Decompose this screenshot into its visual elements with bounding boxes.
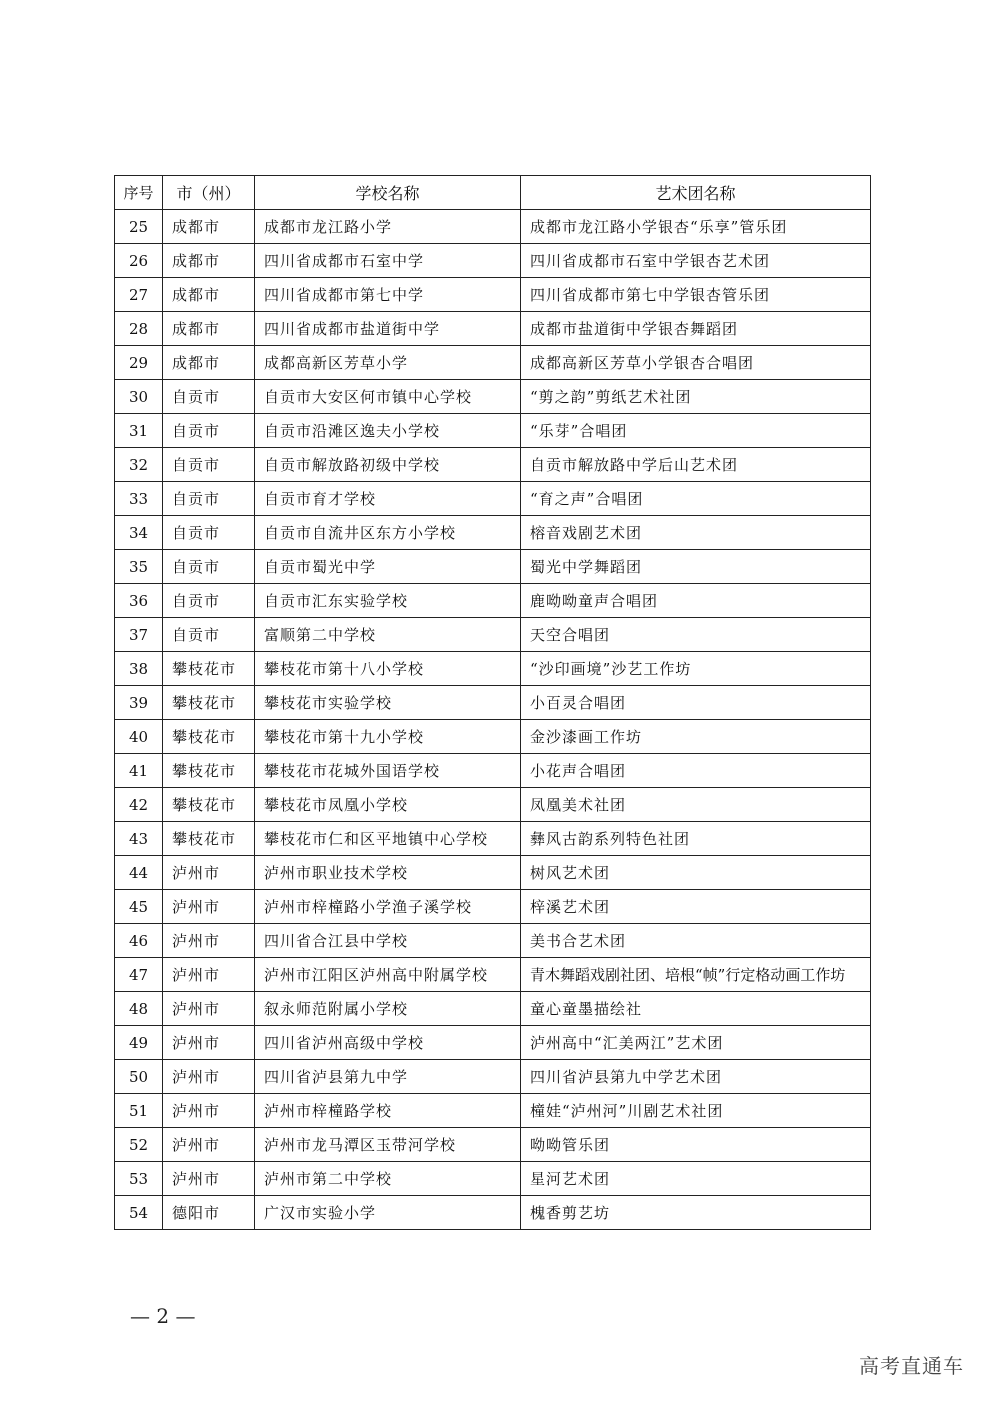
cell-school-name: 自贡市汇东实验学校 bbox=[255, 584, 521, 618]
table-row bbox=[115, 856, 871, 890]
cell-troupe-name: 美书合艺术团 bbox=[521, 924, 871, 958]
cell-serial-number: 26 bbox=[115, 244, 163, 278]
cell-troupe-name: 橦娃“泸州河”川剧艺术社团 bbox=[521, 1094, 871, 1128]
cell-serial-number: 33 bbox=[115, 482, 163, 516]
cell-city: 自贡市 bbox=[163, 584, 255, 618]
cell-city: 成都市 bbox=[163, 278, 255, 312]
cell-troupe-name: 星河艺术团 bbox=[521, 1162, 871, 1196]
table-row bbox=[115, 958, 871, 992]
cell-school-name: 泸州市第二中学校 bbox=[255, 1162, 521, 1196]
cell-city: 泸州市 bbox=[163, 856, 255, 890]
cell-school-name: 泸州市梓橦路学校 bbox=[255, 1094, 521, 1128]
cell-city: 自贡市 bbox=[163, 482, 255, 516]
cell-serial-number: 39 bbox=[115, 686, 163, 720]
cell-serial-number: 42 bbox=[115, 788, 163, 822]
cell-school-name: 自贡市育才学校 bbox=[255, 482, 521, 516]
table-row bbox=[115, 482, 871, 516]
cell-serial-number: 51 bbox=[115, 1094, 163, 1128]
cell-troupe-name: 青木舞蹈戏剧社团、培根“帧”行定格动画工作坊 bbox=[521, 958, 871, 992]
cell-serial-number: 49 bbox=[115, 1026, 163, 1060]
cell-city: 成都市 bbox=[163, 346, 255, 380]
cell-serial-number: 34 bbox=[115, 516, 163, 550]
cell-serial-number: 43 bbox=[115, 822, 163, 856]
table-row bbox=[115, 584, 871, 618]
school-troupe-table bbox=[114, 175, 871, 1230]
cell-serial-number: 40 bbox=[115, 720, 163, 754]
cell-troupe-name: 四川省泸县第九中学艺术团 bbox=[521, 1060, 871, 1094]
header-school-name: 学校名称 bbox=[255, 176, 521, 210]
cell-city: 泸州市 bbox=[163, 1094, 255, 1128]
cell-troupe-name: 童心童墨描绘社 bbox=[521, 992, 871, 1026]
cell-city: 自贡市 bbox=[163, 618, 255, 652]
table-row bbox=[115, 1128, 871, 1162]
cell-troupe-name: 四川省成都市第七中学银杏管乐团 bbox=[521, 278, 871, 312]
cell-troupe-name: 成都市盐道街中学银杏舞蹈团 bbox=[521, 312, 871, 346]
cell-city: 攀枝花市 bbox=[163, 652, 255, 686]
table-row bbox=[115, 822, 871, 856]
table-row bbox=[115, 244, 871, 278]
header-troupe-name: 艺术团名称 bbox=[521, 176, 871, 210]
cell-troupe-name: “育之声”合唱团 bbox=[521, 482, 871, 516]
cell-school-name: 四川省合江县中学校 bbox=[255, 924, 521, 958]
cell-school-name: 四川省成都市盐道街中学 bbox=[255, 312, 521, 346]
cell-serial-number: 29 bbox=[115, 346, 163, 380]
cell-serial-number: 41 bbox=[115, 754, 163, 788]
cell-troupe-name: “沙印画境”沙艺工作坊 bbox=[521, 652, 871, 686]
cell-city: 泸州市 bbox=[163, 1162, 255, 1196]
cell-serial-number: 45 bbox=[115, 890, 163, 924]
table-body bbox=[115, 210, 871, 1230]
header-serial-number: 序号 bbox=[115, 176, 163, 210]
cell-serial-number: 52 bbox=[115, 1128, 163, 1162]
table-row bbox=[115, 380, 871, 414]
table-header-row bbox=[115, 176, 871, 210]
cell-serial-number: 38 bbox=[115, 652, 163, 686]
table-row bbox=[115, 924, 871, 958]
watermark-text: 高考直通车 bbox=[859, 1354, 964, 1378]
cell-school-name: 自贡市蜀光中学 bbox=[255, 550, 521, 584]
cell-school-name: 泸州市梓橦路小学渔子溪学校 bbox=[255, 890, 521, 924]
cell-serial-number: 47 bbox=[115, 958, 163, 992]
cell-serial-number: 36 bbox=[115, 584, 163, 618]
cell-troupe-name: 成都高新区芳草小学银杏合唱团 bbox=[521, 346, 871, 380]
table-row bbox=[115, 210, 871, 244]
cell-city: 自贡市 bbox=[163, 550, 255, 584]
cell-serial-number: 32 bbox=[115, 448, 163, 482]
cell-school-name: 自贡市大安区何市镇中心学校 bbox=[255, 380, 521, 414]
cell-school-name: 自贡市自流井区东方小学校 bbox=[255, 516, 521, 550]
cell-school-name: 自贡市解放路初级中学校 bbox=[255, 448, 521, 482]
cell-school-name: 富顺第二中学校 bbox=[255, 618, 521, 652]
cell-troupe-name: 树风艺术团 bbox=[521, 856, 871, 890]
cell-school-name: 四川省成都市石室中学 bbox=[255, 244, 521, 278]
cell-troupe-name: 小花声合唱团 bbox=[521, 754, 871, 788]
cell-city: 攀枝花市 bbox=[163, 822, 255, 856]
cell-serial-number: 31 bbox=[115, 414, 163, 448]
cell-school-name: 成都市龙江路小学 bbox=[255, 210, 521, 244]
table-row bbox=[115, 414, 871, 448]
table-row bbox=[115, 1094, 871, 1128]
table-row bbox=[115, 1060, 871, 1094]
cell-serial-number: 27 bbox=[115, 278, 163, 312]
cell-serial-number: 28 bbox=[115, 312, 163, 346]
cell-city: 成都市 bbox=[163, 312, 255, 346]
cell-city: 泸州市 bbox=[163, 1026, 255, 1060]
table-row bbox=[115, 1196, 871, 1230]
table-row bbox=[115, 1026, 871, 1060]
cell-city: 攀枝花市 bbox=[163, 788, 255, 822]
cell-troupe-name: 槐香剪艺坊 bbox=[521, 1196, 871, 1230]
cell-school-name: 自贡市沿滩区逸夫小学校 bbox=[255, 414, 521, 448]
cell-serial-number: 44 bbox=[115, 856, 163, 890]
cell-school-name: 泸州市龙马潭区玉带河学校 bbox=[255, 1128, 521, 1162]
table-row bbox=[115, 890, 871, 924]
cell-school-name: 四川省泸州高级中学校 bbox=[255, 1026, 521, 1060]
cell-serial-number: 53 bbox=[115, 1162, 163, 1196]
cell-city: 成都市 bbox=[163, 244, 255, 278]
cell-troupe-name: 成都市龙江路小学银杏“乐享”管乐团 bbox=[521, 210, 871, 244]
table-row bbox=[115, 346, 871, 380]
cell-troupe-name: 彝风古韵系列特色社团 bbox=[521, 822, 871, 856]
table-row bbox=[115, 312, 871, 346]
page-number: — 2 — bbox=[130, 1304, 196, 1328]
cell-school-name: 叙永师范附属小学校 bbox=[255, 992, 521, 1026]
cell-serial-number: 48 bbox=[115, 992, 163, 1026]
table-row bbox=[115, 992, 871, 1026]
cell-city: 攀枝花市 bbox=[163, 720, 255, 754]
table-row bbox=[115, 448, 871, 482]
cell-troupe-name: 蜀光中学舞蹈团 bbox=[521, 550, 871, 584]
cell-troupe-name: 金沙漆画工作坊 bbox=[521, 720, 871, 754]
cell-school-name: 广汉市实验小学 bbox=[255, 1196, 521, 1230]
cell-troupe-name: 鹿呦呦童声合唱团 bbox=[521, 584, 871, 618]
cell-serial-number: 37 bbox=[115, 618, 163, 652]
table-row bbox=[115, 652, 871, 686]
cell-school-name: 成都高新区芳草小学 bbox=[255, 346, 521, 380]
cell-school-name: 四川省泸县第九中学 bbox=[255, 1060, 521, 1094]
cell-school-name: 攀枝花市凤凰小学校 bbox=[255, 788, 521, 822]
table-row bbox=[115, 720, 871, 754]
cell-school-name: 四川省成都市第七中学 bbox=[255, 278, 521, 312]
cell-serial-number: 46 bbox=[115, 924, 163, 958]
cell-city: 自贡市 bbox=[163, 380, 255, 414]
cell-school-name: 攀枝花市花城外国语学校 bbox=[255, 754, 521, 788]
cell-troupe-name: 呦呦管乐团 bbox=[521, 1128, 871, 1162]
table-row bbox=[115, 754, 871, 788]
cell-troupe-name: 梓溪艺术团 bbox=[521, 890, 871, 924]
cell-city: 泸州市 bbox=[163, 958, 255, 992]
cell-troupe-name: 天空合唱团 bbox=[521, 618, 871, 652]
cell-troupe-name: 凤凰美术社团 bbox=[521, 788, 871, 822]
cell-serial-number: 54 bbox=[115, 1196, 163, 1230]
cell-city: 泸州市 bbox=[163, 1060, 255, 1094]
table-row bbox=[115, 278, 871, 312]
table-row bbox=[115, 550, 871, 584]
cell-school-name: 攀枝花市实验学校 bbox=[255, 686, 521, 720]
cell-troupe-name: 四川省成都市石室中学银杏艺术团 bbox=[521, 244, 871, 278]
cell-school-name: 攀枝花市仁和区平地镇中心学校 bbox=[255, 822, 521, 856]
table-row bbox=[115, 788, 871, 822]
cell-city: 自贡市 bbox=[163, 448, 255, 482]
cell-city: 成都市 bbox=[163, 210, 255, 244]
cell-school-name: 泸州市江阳区泸州高中附属学校 bbox=[255, 958, 521, 992]
table-row bbox=[115, 686, 871, 720]
cell-city: 泸州市 bbox=[163, 924, 255, 958]
cell-serial-number: 30 bbox=[115, 380, 163, 414]
table-row bbox=[115, 516, 871, 550]
cell-troupe-name: “乐芽”合唱团 bbox=[521, 414, 871, 448]
cell-city: 自贡市 bbox=[163, 516, 255, 550]
cell-city: 泸州市 bbox=[163, 992, 255, 1026]
cell-troupe-name: 自贡市解放路中学后山艺术团 bbox=[521, 448, 871, 482]
table-row bbox=[115, 1162, 871, 1196]
cell-city: 泸州市 bbox=[163, 1128, 255, 1162]
cell-city: 德阳市 bbox=[163, 1196, 255, 1230]
cell-troupe-name: 榕音戏剧艺术团 bbox=[521, 516, 871, 550]
cell-city: 自贡市 bbox=[163, 414, 255, 448]
cell-city: 攀枝花市 bbox=[163, 754, 255, 788]
header-city: 市（州） bbox=[163, 176, 255, 210]
cell-city: 泸州市 bbox=[163, 890, 255, 924]
cell-school-name: 泸州市职业技术学校 bbox=[255, 856, 521, 890]
cell-troupe-name: “剪之韵”剪纸艺术社团 bbox=[521, 380, 871, 414]
cell-city: 攀枝花市 bbox=[163, 686, 255, 720]
cell-school-name: 攀枝花市第十九小学校 bbox=[255, 720, 521, 754]
cell-serial-number: 25 bbox=[115, 210, 163, 244]
table-row bbox=[115, 618, 871, 652]
cell-serial-number: 35 bbox=[115, 550, 163, 584]
cell-serial-number: 50 bbox=[115, 1060, 163, 1094]
cell-troupe-name: 泸州高中“汇美两江”艺术团 bbox=[521, 1026, 871, 1060]
cell-troupe-name: 小百灵合唱团 bbox=[521, 686, 871, 720]
cell-school-name: 攀枝花市第十八小学校 bbox=[255, 652, 521, 686]
